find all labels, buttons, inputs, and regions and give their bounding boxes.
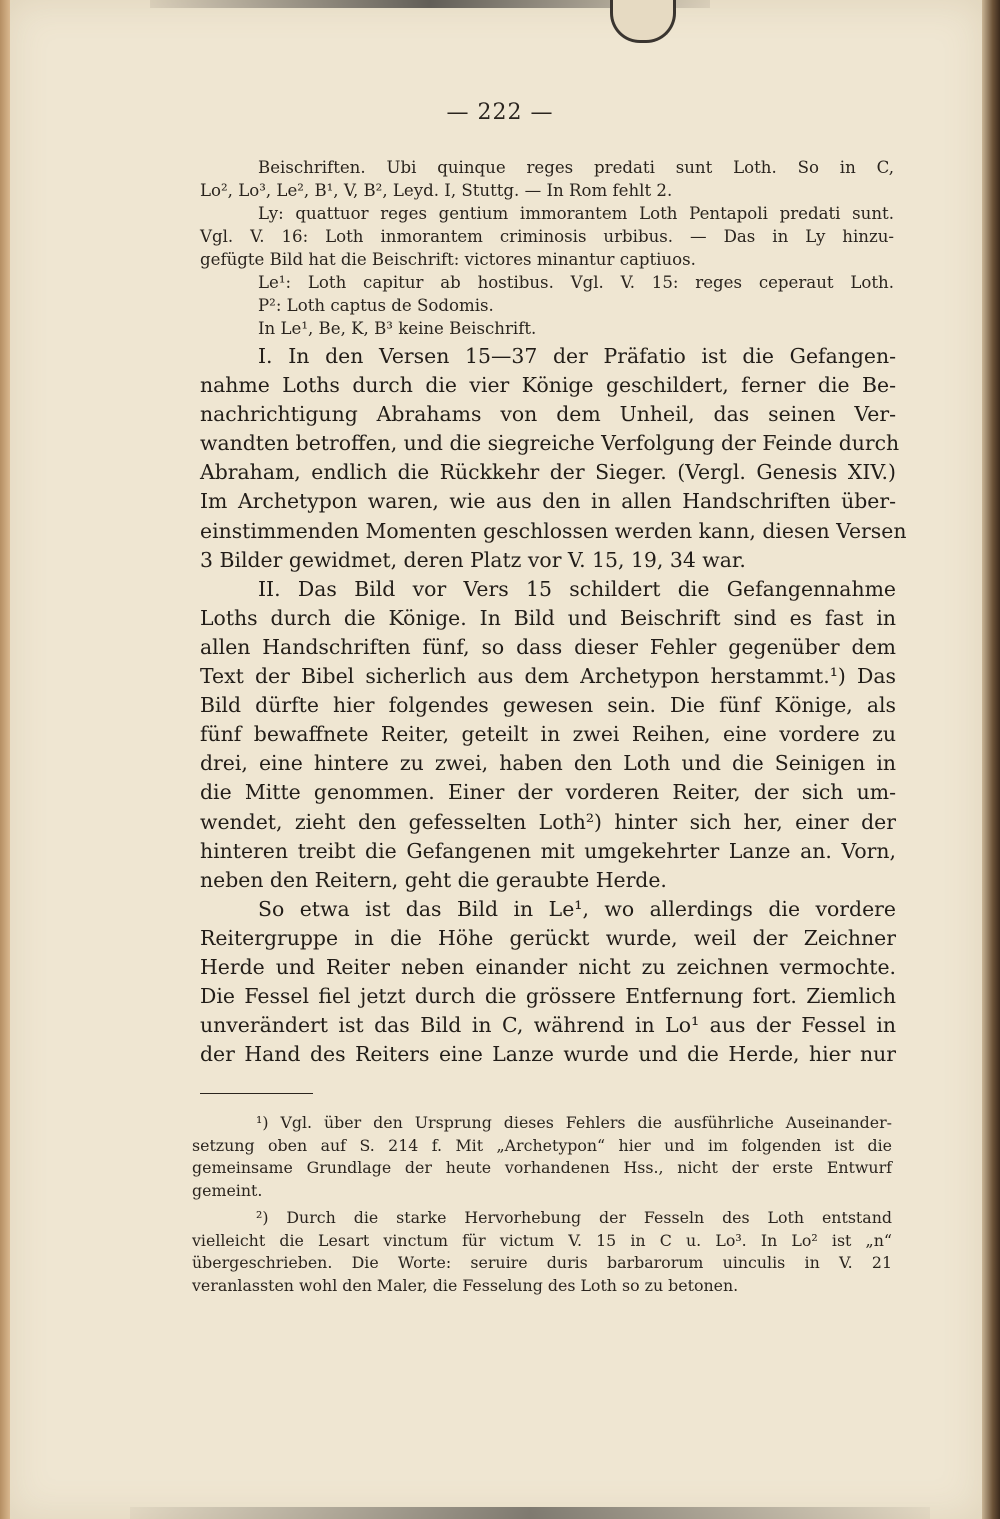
paragraph — [200, 342, 907, 575]
text-line: neben den Reitern, geht die geraubte Herde. — [200, 867, 667, 892]
note-block — [200, 202, 894, 271]
text-line: 3 Bilder gewidmet, deren Platz vor V. 15, 19, 34 war. — [200, 547, 746, 572]
text-line: II. Das Bild vor Vers 15 schildert die Gefangennahme — [258, 576, 896, 601]
note-line: Le¹: Loth capitur ab hostibus. Vgl. V. 15: reges ceperaut Loth. — [258, 273, 894, 292]
text-line: hinteren treibt die Gefangenen mit umgekehrter Lanze an. Vorn, — [200, 838, 896, 863]
binding-edge — [0, 0, 10, 1519]
text-line: Herde und Reiter neben einander nicht zu zeichnen vermochte. — [200, 954, 896, 979]
text-line: allen Handschriften fünf, so dass dieser Fehler gegenüber dem — [200, 634, 896, 659]
note-line: gefügte Bild hat die Beischrift: victores minantur captiuos. — [200, 250, 696, 269]
note-line: Lo², Lo³, Le², B¹, V, B², Leyd. I, Stuttg. — In Rom fehlt 2. — [200, 181, 673, 200]
text-line: Reitergruppe in die Höhe gerückt wurde, weil der Zeichner — [200, 925, 896, 950]
paragraph — [200, 575, 896, 895]
footnotes — [192, 1112, 892, 1298]
bottom-shadow — [130, 1507, 930, 1519]
footnote — [192, 1112, 892, 1203]
note-line: P²: Loth captus de Sodomis. — [258, 296, 494, 315]
note-block — [200, 156, 894, 202]
page-edge — [982, 0, 1000, 1519]
text-line: Die Fessel fiel jetzt durch die grössere Entfernung fort. Ziemlich — [200, 984, 896, 1009]
note-block — [200, 271, 894, 294]
text-line: nahme Loths durch die vier Könige geschildert, ferner die Be- — [200, 373, 896, 398]
paragraph — [200, 895, 896, 1070]
footnote-line: veranlassten wohl den Maler, die Fesselung des Loth so zu betonen. — [192, 1275, 739, 1295]
text-line: fünf bewaffnete Reiter, geteilt in zwei Reihen, eine vordere zu — [200, 722, 896, 747]
text-line: die Mitte genommen. Einer der vorderen Reiter, der sich um- — [200, 780, 896, 805]
note-block — [200, 294, 894, 317]
text-line: I. In den Versen 15—37 der Präfatio ist die Gefangen- — [258, 344, 896, 368]
text-line: So etwa ist das Bild in Le¹, wo allerdings die vordere — [258, 896, 896, 921]
text-line: Im Archetypon waren, wie aus den in allen Handschriften über- — [200, 489, 896, 514]
text-line: der Hand des Reiters eine Lanze wurde und die Herde, hier nur — [200, 1042, 896, 1067]
footnote-line: ²) Durch die starke Hervorhebung der Fesseln des Loth entstand — [256, 1207, 892, 1227]
footnote-line: ¹) Vgl. über den Ursprung dieses Fehlers die ausführliche Auseinander- — [256, 1113, 892, 1132]
footnote-line: gemeinsame Grundlage der heute vorhandenen Hss., nicht der erste Entwurf — [192, 1158, 892, 1178]
text-line: Loths durch die Könige. In Bild und Beischrift sind es fast in — [200, 605, 896, 630]
footnote-rule — [200, 1093, 313, 1094]
note-line: In Le¹, Be, K, B³ keine Beischrift. — [258, 319, 537, 338]
page-number: — 222 — — [446, 100, 554, 125]
text-line: nachrichtigung Abrahams von dem Unheil, das seinen Ver- — [200, 402, 896, 427]
text-line: drei, eine hintere zu zwei, haben den Loth und die Seinigen in — [200, 751, 896, 776]
text-line: Bild dürfte hier folgendes gewesen sein. Die fünf Könige, als — [200, 693, 896, 718]
footnote-line: vielleicht die Lesart vinctum für victum V. 15 in C u. Lo³. In Lo² ist „n“ — [192, 1230, 892, 1250]
note-block — [200, 317, 894, 340]
footnote-line: setzung oben auf S. 214 f. Mit „Archetypon“ hier und im folgenden ist die — [192, 1135, 892, 1155]
text-line: einstimmenden Momenten geschlossen werden kann, diesen Versen — [200, 518, 907, 543]
footnote — [192, 1207, 892, 1298]
note-line: Vgl. V. 16: Loth inmorantem criminosis urbibus. — Das in Ly hinzu- — [200, 227, 894, 246]
text-line: Abraham, endlich die Rückkehr der Sieger. (Vergl. Genesis XIV.) — [200, 460, 896, 485]
body-text — [200, 342, 907, 1069]
footnote-line: gemeint. — [192, 1181, 263, 1201]
note-line: Ly: quattuor reges gentium immorantem Loth Pentapoli predati sunt. — [258, 204, 894, 223]
caption-notes — [200, 156, 894, 340]
note-line: Beischriften. Ubi quinque reges predati sunt Loth. So in C, — [258, 158, 894, 177]
footnote-line: übergeschrieben. Die Worte: seruire duris barbarorum uinculis in V. 21 — [192, 1253, 892, 1273]
text-line: Text der Bibel sicherlich aus dem Archetypon herstammt.¹) Das — [200, 664, 896, 689]
text-line: wandten betroffen, und die siegreiche Verfolgung der Feinde durch — [200, 431, 900, 456]
text-line: unverändert ist das Bild in C, während in Lo¹ aus der Fessel in — [200, 1013, 896, 1038]
text-line: wendet, zieht den gefesselten Loth²) hinter sich her, einer der — [200, 809, 896, 834]
